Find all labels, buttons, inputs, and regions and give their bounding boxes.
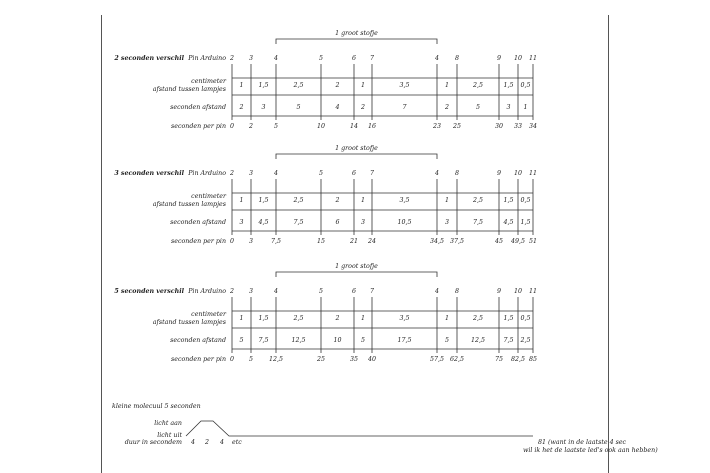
row-label-centimeter: centimeter	[191, 310, 226, 318]
pin-number: 6	[351, 169, 357, 177]
seconds-gap-value: 3	[261, 103, 266, 111]
light-timeline	[186, 421, 533, 436]
pin-number: 3	[248, 169, 254, 177]
centimeter-value: 1	[360, 196, 366, 204]
seconds-per-pin-value: 34	[528, 122, 538, 130]
pin-number: 4	[273, 169, 279, 177]
duration-value: 4	[219, 438, 225, 446]
diagram-sheet	[101, 15, 658, 473]
row-label-seconds-per-pin: seconden per pin	[170, 355, 226, 363]
pin-number: 4	[434, 54, 440, 62]
centimeter-value: 3,5	[399, 314, 410, 322]
centimeter-value: 2,5	[293, 81, 304, 89]
seconds-gap-value: 10	[333, 336, 342, 344]
pin-number: 4	[434, 169, 440, 177]
seconds-gap-value: 6	[335, 218, 340, 226]
pin-number: 7	[369, 169, 375, 177]
centimeter-value: 1,5	[503, 314, 514, 322]
seconds-gap-value: 3	[506, 103, 511, 111]
section-title: 3 seconden verschil	[114, 169, 184, 177]
centimeter-value: 0,5	[520, 81, 531, 89]
seconds-gap-value: 5	[296, 103, 301, 111]
duration-value: 2	[204, 438, 210, 446]
light-on-label: licht aan	[154, 419, 182, 427]
seconds-gap-value: 7,5	[258, 336, 269, 344]
seconds-gap-value: 2	[444, 103, 450, 111]
pin-number: 7	[369, 287, 375, 295]
centimeter-value: 1	[444, 196, 450, 204]
seconds-gap-value: 12,5	[470, 336, 486, 344]
group-bracket	[276, 272, 437, 277]
centimeter-value: 1,5	[258, 314, 269, 322]
seconds-gap-value: 5	[360, 336, 366, 344]
centimeter-value: 2,5	[293, 314, 304, 322]
seconds-gap-value: 5	[475, 103, 481, 111]
seconds-per-pin-value: 5	[248, 355, 254, 363]
pin-number: 7	[369, 54, 375, 62]
seconds-per-pin-value: 0	[229, 122, 235, 130]
centimeter-value: 1	[239, 81, 244, 89]
seconds-gap-value: 1	[523, 103, 528, 111]
seconds-per-pin-value: 2	[248, 122, 254, 130]
seconds-gap-value: 3	[360, 218, 366, 226]
pin-number: 10	[513, 169, 523, 177]
seconds-gap-value: 2	[239, 103, 244, 111]
centimeter-value: 1,5	[503, 196, 514, 204]
seconds-per-pin-value: 0	[229, 355, 235, 363]
pin-number: 4	[434, 287, 440, 295]
centimeter-value: 2	[335, 314, 340, 322]
seconds-per-pin-value: 7,5	[270, 237, 282, 245]
pin-number: 11	[528, 169, 538, 177]
light-off-label: licht uit	[157, 431, 182, 439]
centimeter-value: 2,5	[472, 81, 484, 89]
pin-number: 6	[351, 54, 357, 62]
seconds-per-pin-value: 34,5	[429, 237, 445, 245]
bracket-label: 1 groot stofje	[335, 144, 378, 152]
duration-value: 4	[190, 438, 196, 446]
seconds-gap-value: 10,5	[397, 218, 412, 226]
seconds-per-pin-value: 16	[367, 122, 377, 130]
pin-number: 8	[454, 169, 460, 177]
pin-number: 4	[273, 287, 279, 295]
seconds-per-pin-value: 40	[367, 355, 377, 363]
pin-number: 5	[318, 54, 324, 62]
pin-number: 5	[318, 287, 324, 295]
centimeter-value: 1,5	[258, 196, 269, 204]
row-label-centimeter: centimeter	[191, 192, 226, 200]
centimeter-value: 2,5	[293, 196, 304, 204]
seconds-per-pin-value: 35	[349, 355, 359, 363]
seconds-per-pin-value: 85	[528, 355, 538, 363]
seconds-gap-value: 7,5	[293, 218, 304, 226]
seconds-per-pin-value: 23	[432, 122, 442, 130]
seconds-gap-value: 12,5	[291, 336, 306, 344]
centimeter-value: 2	[335, 81, 340, 89]
seconds-per-pin-value: 24	[367, 237, 377, 245]
centimeter-value: 0,5	[520, 196, 531, 204]
seconds-per-pin-value: 75	[494, 355, 504, 363]
seconds-per-pin-value: 5	[273, 122, 279, 130]
bracket-label: 1 groot stofje	[335, 262, 378, 270]
pin-number: 9	[496, 287, 502, 295]
timeline-note: 81 (want in de laatste 4 sec	[538, 438, 627, 446]
seconds-per-pin-value: 0	[229, 237, 235, 245]
section-title: 5 seconden verschil	[114, 287, 184, 295]
centimeter-value: 3,5	[399, 196, 410, 204]
bracket-label: 1 groot stofje	[335, 29, 378, 37]
group-bracket	[276, 154, 437, 159]
row-label-pin: Pin Arduino	[188, 169, 226, 177]
seconds-gap-value: 3	[239, 218, 244, 226]
seconds-gap-value: 2,5	[520, 336, 531, 344]
seconds-gap-value: 7,5	[472, 218, 484, 226]
pin-number: 11	[528, 287, 538, 295]
seconds-per-pin-value: 49,5	[510, 237, 526, 245]
seconds-gap-value: 2	[360, 103, 366, 111]
row-label-seconds-per-pin: seconden per pin	[170, 122, 226, 130]
duration-label: duur in secondem	[124, 438, 182, 446]
centimeter-value: 1	[360, 314, 366, 322]
row-label-pin: Pin Arduino	[188, 54, 226, 62]
seconds-gap-value: 4,5	[503, 218, 514, 226]
seconds-gap-value: 4	[335, 103, 340, 111]
row-label-centimeter: centimeter	[191, 77, 226, 85]
seconds-gap-value: 1,5	[520, 218, 531, 226]
seconds-per-pin-value: 3	[248, 237, 254, 245]
seconds-gap-value: 5	[239, 336, 244, 344]
centimeter-value: 1,5	[503, 81, 514, 89]
pin-number: 4	[273, 54, 279, 62]
pin-number: 2	[229, 169, 235, 177]
seconds-per-pin-value: 62,5	[449, 355, 465, 363]
row-label-pin: Pin Arduino	[188, 287, 226, 295]
seconds-gap-value: 5	[444, 336, 450, 344]
centimeter-value: 1	[360, 81, 366, 89]
seconds-per-pin-value: 12,5	[268, 355, 284, 363]
etc-label: etc	[232, 438, 242, 446]
seconds-per-pin-value: 37,5	[449, 237, 465, 245]
timeline-title: kleine molecuul 5 seconden	[112, 402, 201, 410]
seconds-per-pin-value: 82,5	[510, 355, 526, 363]
pin-number: 3	[248, 54, 254, 62]
pin-number: 10	[513, 54, 523, 62]
pin-number: 11	[528, 54, 538, 62]
seconds-per-pin-value: 51	[528, 237, 538, 245]
seconds-per-pin-value: 30	[494, 122, 504, 130]
pin-number: 9	[496, 54, 502, 62]
seconds-gap-value: 7	[402, 103, 407, 111]
row-label-seconds-gap: seconden afstand	[170, 218, 226, 226]
seconds-per-pin-value: 33	[513, 122, 523, 130]
centimeter-value: 2,5	[472, 196, 484, 204]
centimeter-value: 1	[444, 314, 450, 322]
centimeter-value: 1	[444, 81, 450, 89]
seconds-gap-value: 3	[444, 218, 450, 226]
section-title: 2 seconden verschil	[114, 54, 184, 62]
pin-number: 6	[351, 287, 357, 295]
seconds-per-pin-value: 14	[349, 122, 359, 130]
seconds-per-pin-value: 25	[316, 355, 326, 363]
pin-number: 5	[318, 169, 324, 177]
timeline-note: wil ik het de laatste led's ook aan hebben)	[523, 446, 658, 454]
row-label-seconds-per-pin: seconden per pin	[170, 237, 226, 245]
pin-number: 10	[513, 287, 523, 295]
pin-number: 9	[496, 169, 502, 177]
seconds-per-pin-value: 45	[494, 237, 504, 245]
seconds-gap-value: 4,5	[258, 218, 269, 226]
seconds-gap-value: 17,5	[397, 336, 412, 344]
centimeter-value: 1	[239, 314, 244, 322]
row-label-distance: afstand tussen lampjes	[152, 200, 226, 208]
row-label-distance: afstand tussen lampjes	[152, 318, 226, 326]
pin-number: 8	[454, 54, 460, 62]
row-label-seconds-gap: seconden afstand	[170, 103, 226, 111]
centimeter-value: 1	[239, 196, 244, 204]
seconds-per-pin-value: 10	[316, 122, 326, 130]
seconds-per-pin-value: 21	[349, 237, 359, 245]
row-label-seconds-gap: seconden afstand	[170, 336, 226, 344]
seconds-per-pin-value: 25	[452, 122, 462, 130]
seconds-per-pin-value: 15	[316, 237, 326, 245]
centimeter-value: 1,5	[258, 81, 269, 89]
seconds-gap-value: 7,5	[503, 336, 514, 344]
seconds-per-pin-value: 57,5	[429, 355, 445, 363]
pin-number: 2	[229, 287, 235, 295]
pin-number: 8	[454, 287, 460, 295]
centimeter-value: 3,5	[399, 81, 410, 89]
pin-number: 3	[248, 287, 254, 295]
centimeter-value: 2	[335, 196, 340, 204]
centimeter-value: 0,5	[520, 314, 531, 322]
group-bracket	[276, 39, 437, 44]
centimeter-value: 2,5	[472, 314, 484, 322]
pin-number: 2	[229, 54, 235, 62]
row-label-distance: afstand tussen lampjes	[152, 85, 226, 93]
